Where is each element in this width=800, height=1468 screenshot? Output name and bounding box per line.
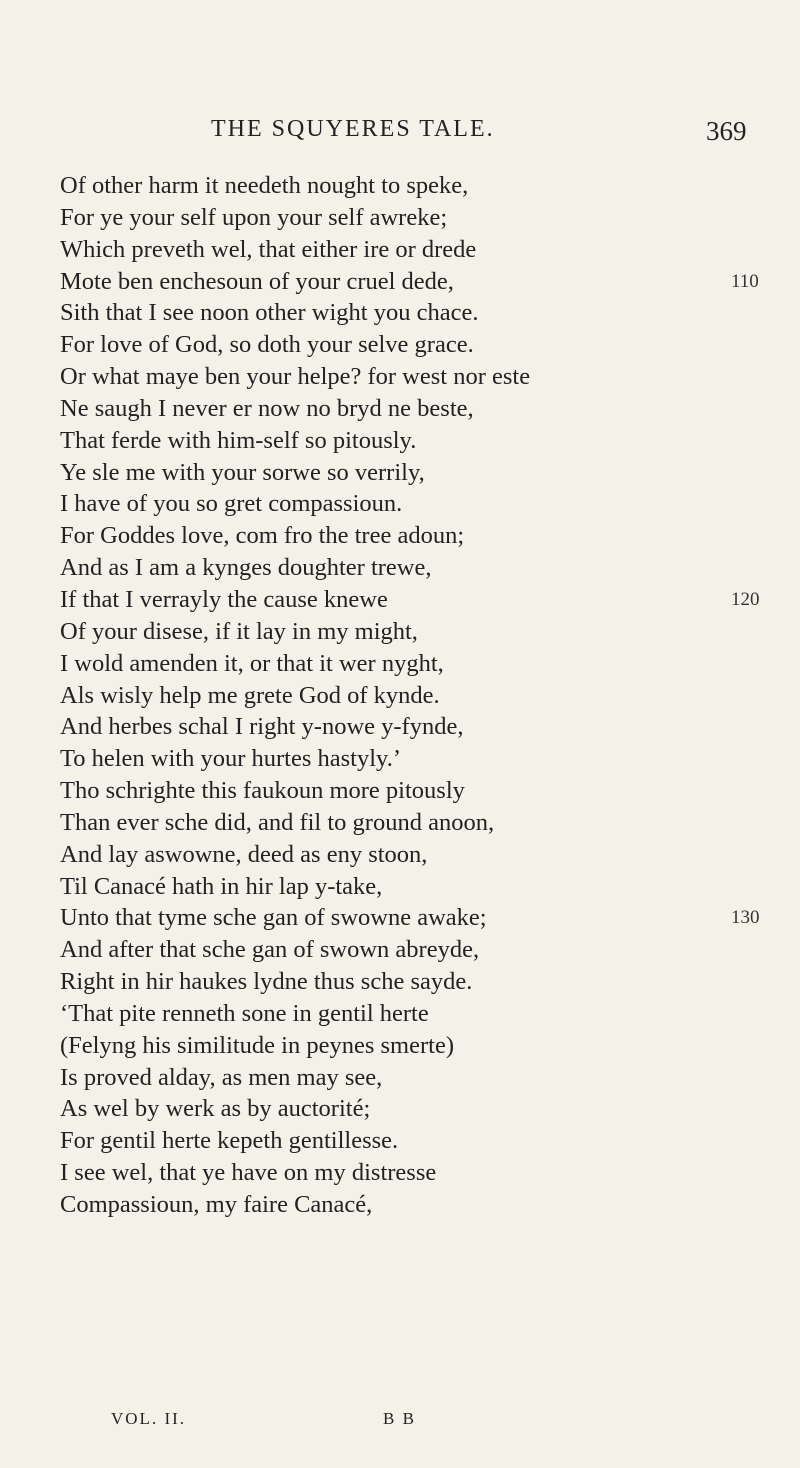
verse-text: If that I verrayly the cause knewe: [60, 585, 388, 613]
verse-text: Til Canacé hath in hir lap y-take,: [60, 872, 383, 900]
verse-line: [60, 425, 760, 457]
verse-text: Of other harm it needeth nought to speke,: [60, 172, 469, 199]
signature-mark: B B: [383, 1409, 416, 1428]
line-number: 130: [731, 907, 760, 929]
verse-line: [60, 393, 760, 425]
verse-line: [60, 711, 760, 743]
line-number: 110: [731, 270, 759, 292]
verse-line: [60, 743, 760, 775]
running-header: [0, 116, 800, 150]
verse-line: [60, 680, 760, 712]
verse-text: I see wel, that ye have on my distresse: [60, 1159, 437, 1187]
verse-text: Is proved alday, as men may see,: [60, 1063, 383, 1091]
verse-line: [60, 457, 760, 489]
verse-line: [60, 202, 760, 234]
verse-text: I have of you so gret compassioun.: [60, 490, 403, 518]
verse-text: (Felyng his similitude in peynes smerte): [60, 1031, 454, 1059]
verse-line: [60, 1093, 760, 1125]
verse-text: Or what maye ben your helpe? for west nor este: [60, 363, 531, 391]
verse-text: Tho schrighte this faukoun more pitously: [60, 777, 465, 805]
line-number: 120: [731, 588, 760, 610]
verse-line: [60, 488, 760, 520]
volume-mark: VOL. II.: [111, 1409, 187, 1428]
verse-line: [60, 934, 760, 966]
verse-text: To helen with your hurtes hastyly.’: [60, 745, 401, 773]
verse-text: For gentil herte kepeth gentillesse.: [60, 1127, 399, 1155]
verse-line: [60, 648, 760, 680]
verse-text: ‘That pite renneth sone in gentil herte: [60, 999, 429, 1027]
verse-line: [60, 807, 760, 839]
verse-text: For love of God, so doth your selve grace.: [60, 331, 474, 359]
verse-line: [60, 998, 760, 1030]
verse-line: [60, 902, 760, 934]
verse-text: Ne saugh I never er now no bryd ne beste,: [60, 394, 474, 422]
verse-lines: [60, 170, 760, 1221]
verse-text: Als wisly help me grete God of kynde.: [60, 681, 440, 709]
verse-text: I wold amenden it, or that it wer nyght,: [60, 649, 444, 677]
verse-line: [60, 520, 760, 552]
verse-line: [60, 839, 760, 871]
verse-line: [60, 966, 760, 998]
verse-line: [60, 234, 760, 266]
verse-line: [60, 329, 760, 361]
verse-text: As wel by werk as by auctorité;: [60, 1095, 371, 1123]
verse-line: [60, 1030, 760, 1062]
verse-text: And lay aswowne, deed as eny stoon,: [60, 840, 428, 868]
verse-line: [60, 871, 760, 903]
verse-text: And herbes schal I right y-nowe y-fynde,: [60, 713, 464, 741]
page-footer: [0, 1409, 800, 1437]
verse-text: Mote ben enchesoun of your cruel dede,: [60, 267, 454, 295]
verse-text: Sith that I see noon other wight you chace.: [60, 299, 479, 327]
verse-line: [60, 775, 760, 807]
verse-text: And after that sche gan of swown abreyde,: [60, 936, 480, 964]
verse-text: And as I am a kynges doughter trewe,: [60, 554, 432, 582]
verse-text: Compassioun, my faire Canacé,: [60, 1191, 373, 1218]
verse-line: [60, 361, 760, 393]
verse-text: Of your disese, if it lay in my might,: [60, 617, 418, 645]
verse-line: [60, 1157, 760, 1189]
verse-line: [60, 297, 760, 329]
verse-text: Right in hir haukes lydne thus sche sayde.: [60, 968, 473, 996]
verse-line: [60, 1062, 760, 1094]
verse-text: Than ever sche did, and fil to ground anoon,: [60, 808, 495, 836]
verse-line: [60, 616, 760, 648]
running-title: THE SQUYERES TALE.: [211, 116, 495, 142]
verse-text: For ye your self upon your self awreke;: [60, 203, 448, 231]
verse-text: For Goddes love, com fro the tree adoun;: [60, 522, 465, 550]
page-number: 369: [706, 116, 747, 146]
verse-line: [60, 1189, 760, 1221]
verse-text: Which preveth wel, that either ire or drede: [60, 235, 477, 263]
verse-text: That ferde with him-self so pitously.: [60, 426, 417, 454]
verse-line: [60, 584, 760, 616]
verse-line: [60, 1125, 760, 1157]
verse-text: Unto that tyme sche gan of swowne awake;: [60, 904, 487, 932]
verse-text: Ye sle me with your sorwe so verrily,: [60, 458, 425, 486]
verse-line: [60, 552, 760, 584]
verse-line: [60, 266, 760, 298]
verse-line: [60, 170, 760, 202]
